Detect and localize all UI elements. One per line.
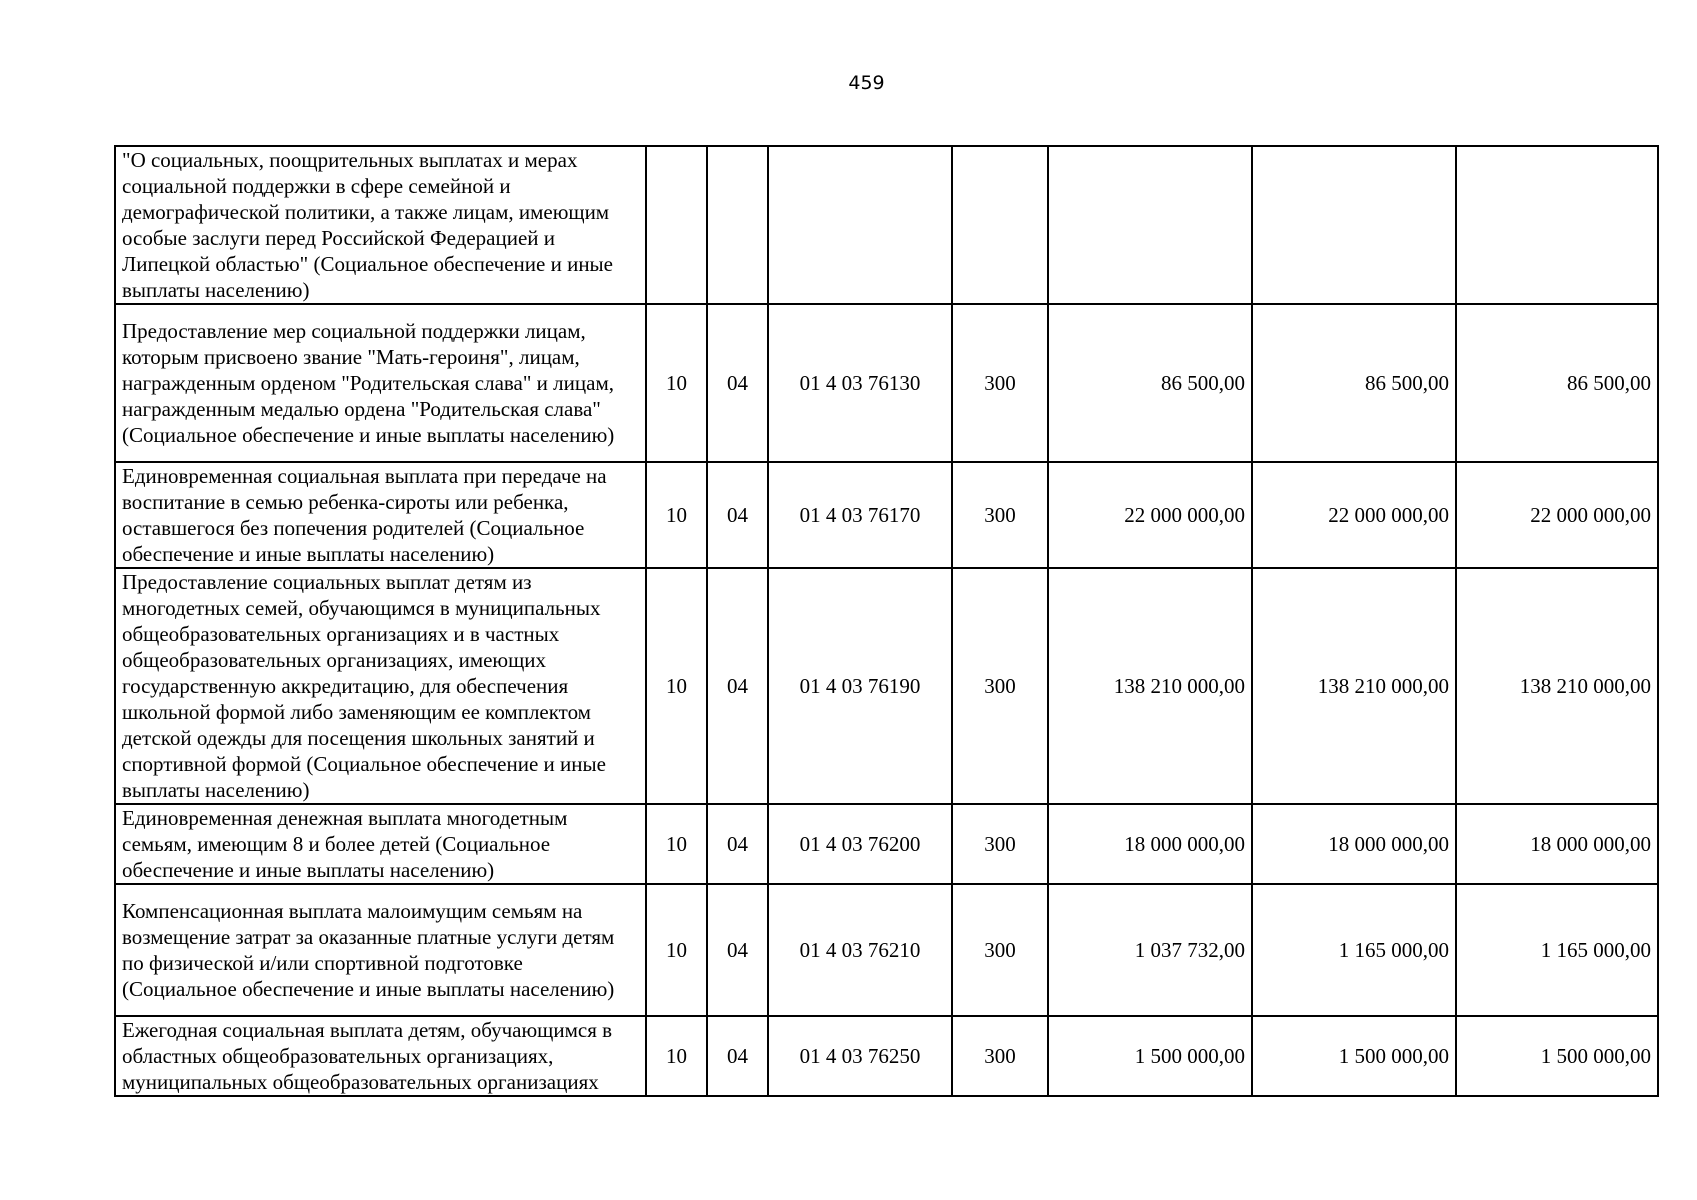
amount-2: 22 000 000,00 (1252, 462, 1456, 568)
amount-1: 86 500,00 (1048, 304, 1252, 462)
row-description: Единовременная социальная выплата при передаче на воспитание в семью ребенка-сироты или ребенка, оставшегося без попечения родителей (Социальное обеспечение и иные выплаты населению) (115, 462, 646, 568)
target-article-code: 01 4 03 76250 (768, 1016, 952, 1096)
amount-3: 18 000 000,00 (1456, 804, 1658, 884)
section-code: 10 (646, 462, 707, 568)
expense-type-code: 300 (952, 568, 1048, 804)
budget-table (114, 145, 1659, 1097)
section-code (646, 146, 707, 304)
table-row (115, 1016, 1658, 1096)
subsection-code: 04 (707, 568, 768, 804)
amount-2: 18 000 000,00 (1252, 804, 1456, 884)
amount-1: 138 210 000,00 (1048, 568, 1252, 804)
expense-type-code: 300 (952, 884, 1048, 1016)
expense-type-code: 300 (952, 1016, 1048, 1096)
target-article-code: 01 4 03 76170 (768, 462, 952, 568)
amount-3: 1 165 000,00 (1456, 884, 1658, 1016)
amount-2: 138 210 000,00 (1252, 568, 1456, 804)
amount-3: 22 000 000,00 (1456, 462, 1658, 568)
subsection-code: 04 (707, 804, 768, 884)
amount-2: 1 500 000,00 (1252, 1016, 1456, 1096)
row-description: Ежегодная социальная выплата детям, обучающимся в областных общеобразовательных организациях, муниципальных общеобразовательных организациях (115, 1016, 646, 1096)
table-row (115, 568, 1658, 804)
amount-1: 1 037 732,00 (1048, 884, 1252, 1016)
row-description: Предоставление социальных выплат детям из многодетных семей, обучающимся в муниципальных общеобразовательных организациях и в частных общеобразовательных организациях, имеющих государственную аккредитацию, для обеспечения школьной формой либо заменяющим ее комплектом детской одежды для посещения школьных занятий и спортивной формой (Социальное обеспечение и иные выплаты населению) (115, 568, 646, 804)
amount-3 (1456, 146, 1658, 304)
row-description: "О социальных, поощрительных выплатах и мерах социальной поддержки в сфере семейной и демографической политики, а также лицам, имеющим особые заслуги перед Российской Федерацией и Липецкой областью" (Социальное обеспечение и иные выплаты населению) (115, 146, 646, 304)
subsection-code: 04 (707, 884, 768, 1016)
row-description: Компенсационная выплата малоимущим семьям на возмещение затрат за оказанные платные услуги детям по физической и/или спортивной подготовке (Социальное обеспечение и иные выплаты населению) (115, 884, 646, 1016)
amount-2 (1252, 146, 1456, 304)
subsection-code: 04 (707, 304, 768, 462)
expense-type-code: 300 (952, 804, 1048, 884)
amount-1: 18 000 000,00 (1048, 804, 1252, 884)
amount-3: 1 500 000,00 (1456, 1016, 1658, 1096)
amount-1: 22 000 000,00 (1048, 462, 1252, 568)
page-number: 459 (848, 72, 885, 94)
section-code: 10 (646, 884, 707, 1016)
amount-2: 1 165 000,00 (1252, 884, 1456, 1016)
table-row (115, 146, 1658, 304)
table-row (115, 304, 1658, 462)
amount-3: 86 500,00 (1456, 304, 1658, 462)
row-description: Единовременная денежная выплата многодетным семьям, имеющим 8 и более детей (Социальное обеспечение и иные выплаты населению) (115, 804, 646, 884)
target-article-code: 01 4 03 76210 (768, 884, 952, 1016)
section-code: 10 (646, 304, 707, 462)
subsection-code (707, 146, 768, 304)
amount-1: 1 500 000,00 (1048, 1016, 1252, 1096)
table-body (115, 146, 1658, 1096)
expense-type-code: 300 (952, 304, 1048, 462)
section-code: 10 (646, 568, 707, 804)
section-code: 10 (646, 1016, 707, 1096)
table-row (115, 804, 1658, 884)
table-row (115, 884, 1658, 1016)
subsection-code: 04 (707, 462, 768, 568)
target-article-code: 01 4 03 76130 (768, 304, 952, 462)
target-article-code (768, 146, 952, 304)
amount-3: 138 210 000,00 (1456, 568, 1658, 804)
row-description: Предоставление мер социальной поддержки лицам, которым присвоено звание "Мать-героиня", лицам, награжденным орденом "Родительская слава" и лицам, награжденным медалью ордена "Родительская слава" (Социальное обеспечение и иные выплаты населению) (115, 304, 646, 462)
expense-type-code (952, 146, 1048, 304)
amount-1 (1048, 146, 1252, 304)
target-article-code: 01 4 03 76190 (768, 568, 952, 804)
target-article-code: 01 4 03 76200 (768, 804, 952, 884)
amount-2: 86 500,00 (1252, 304, 1456, 462)
table-row (115, 462, 1658, 568)
expense-type-code: 300 (952, 462, 1048, 568)
subsection-code: 04 (707, 1016, 768, 1096)
section-code: 10 (646, 804, 707, 884)
